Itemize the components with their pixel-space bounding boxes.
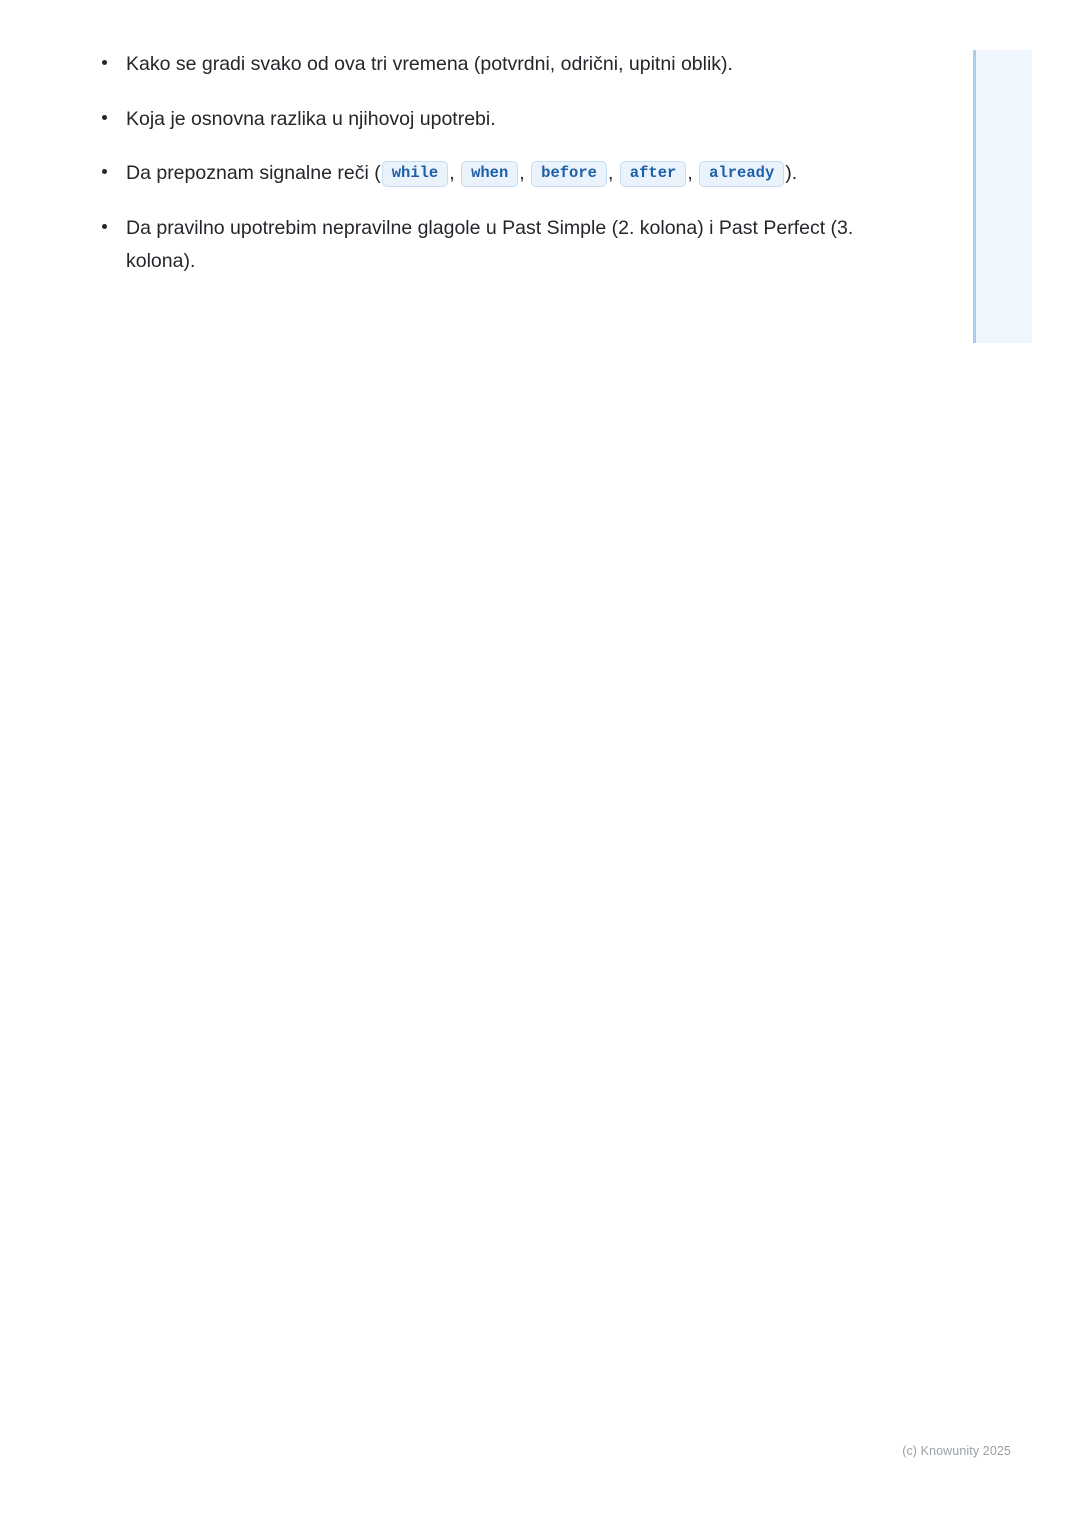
keyword-separator: , xyxy=(607,162,614,185)
copyright-footer: (c) Knowunity 2025 xyxy=(902,1444,1011,1458)
keyword-chip-after: after xyxy=(620,161,687,187)
list-item xyxy=(96,103,856,137)
keyword-separator: , xyxy=(519,162,525,185)
keyword-chip-already: already xyxy=(699,161,784,187)
document-content xyxy=(96,48,856,279)
list-item-text: Da pravilno upotrebim nepravilne glagole u Past Simple (2. kolona) i Past Perfect (3. kolona). xyxy=(126,216,854,273)
bullet-dot-icon xyxy=(102,224,107,229)
keyword-separator: , xyxy=(449,162,455,185)
list-item-tail-text: ). xyxy=(785,162,798,185)
list-item-text: Kako se gradi svako od ova tri vremena (potvrdni, odrični, upitni oblik). xyxy=(126,53,733,75)
learning-goals-list xyxy=(96,48,856,279)
keyword-chip-before: before xyxy=(531,161,607,187)
decorative-accent-bar xyxy=(973,50,1032,343)
keyword-chip-while: while xyxy=(382,161,449,187)
keyword-chip-when: when xyxy=(461,161,518,187)
list-item xyxy=(96,157,856,191)
bullet-dot-icon xyxy=(102,169,107,174)
list-item xyxy=(96,212,856,279)
keyword-separator: , xyxy=(687,162,693,185)
bullet-dot-icon xyxy=(102,60,107,65)
bullet-dot-icon xyxy=(102,115,107,120)
list-item-lead-text: Da prepoznam signalne reči ( xyxy=(126,162,381,185)
list-item xyxy=(96,48,856,82)
list-item-text: Koja je osnovna razlika u njihovoj upotrebi. xyxy=(126,107,496,130)
